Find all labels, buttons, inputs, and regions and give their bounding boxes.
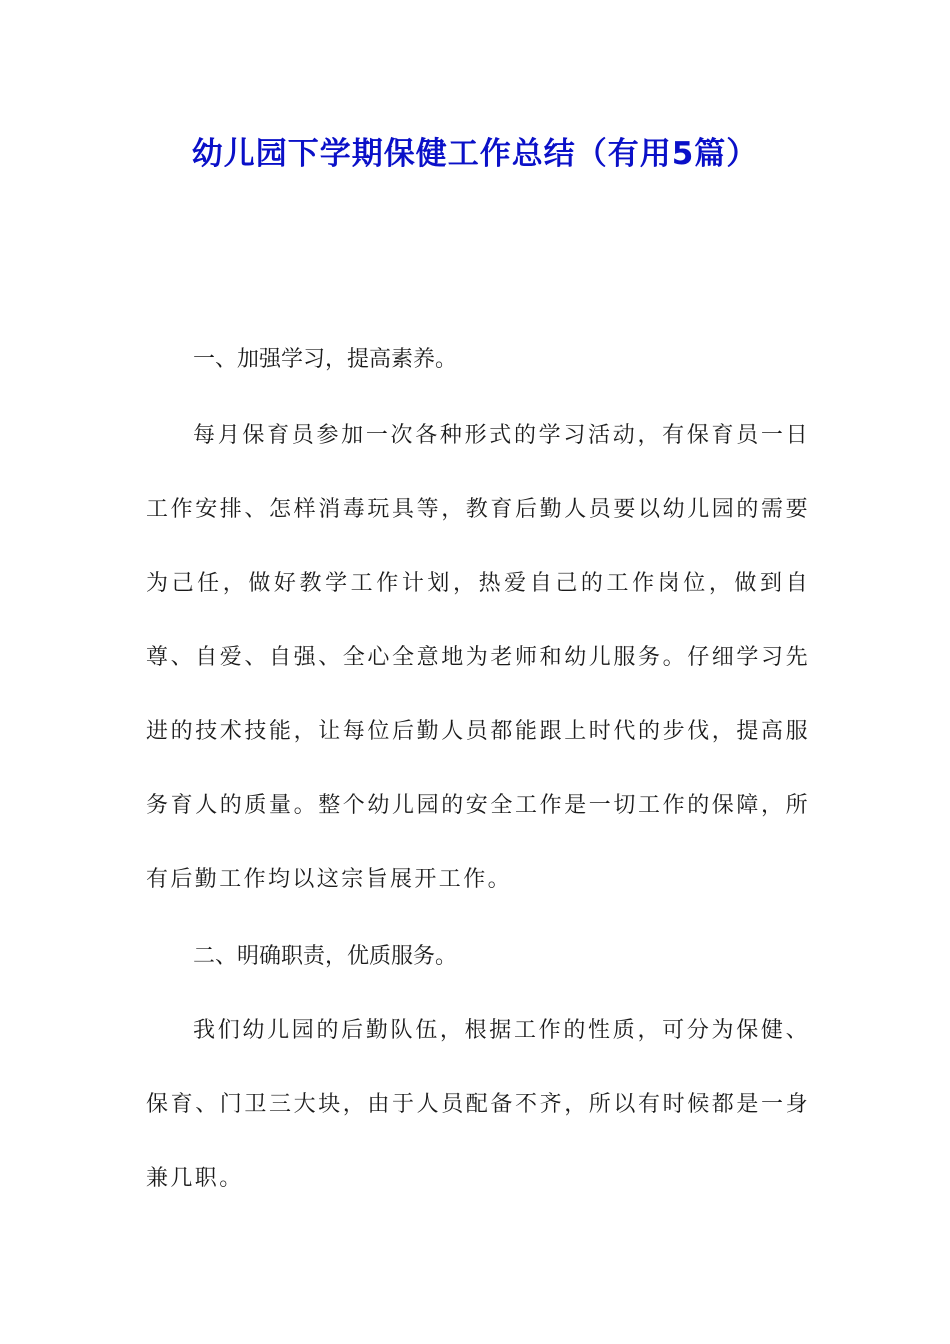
section-2-paragraph: 我们幼儿园的后勤队伍，根据工作的性质，可分为保健、保育、门卫三大块，由于人员配备不齐，所以有时候都是一身兼几职。 [146,1018,810,1191]
document-title: 幼儿园下学期保健工作总结（有用5篇） [191,136,759,172]
section-1-heading: 一、加强学习，提高素养。 [193,347,458,372]
section-1-paragraph: 每月保育员参加一次各种形式的学习活动，有保育员一日工作安排、怎样消毒玩具等，教育后勤人员要以幼儿园的需要为己任，做好教学工作计划，热爱自己的工作岗位，做到自尊、自爱、自强、全心全意地为老师和幼儿服务。仔细学习先进的技术技能，让每位后勤人员都能跟上时代的步伐，提高服务育人的质量。整个幼儿园的安全工作是一切工作的保障，所有后勤工作均以这宗旨展开工作。 [146,423,810,892]
section-2-heading: 二、明确职责，优质服务。 [193,944,458,969]
